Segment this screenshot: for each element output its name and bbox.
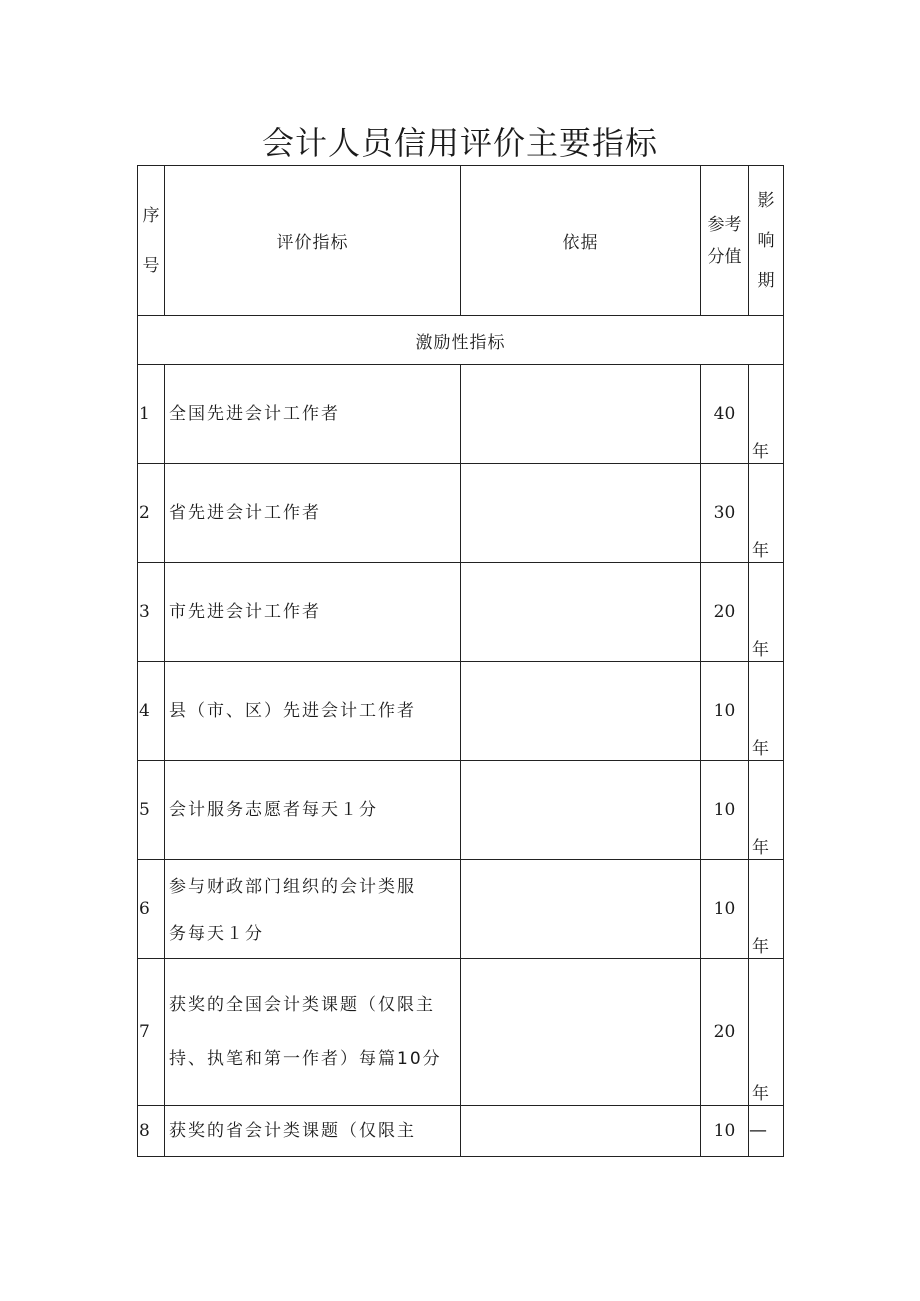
header-seq-line1: 序	[142, 205, 160, 226]
row-period: 年	[749, 662, 784, 761]
row-score: 20	[701, 563, 749, 662]
row-basis	[461, 464, 701, 563]
row-number: 6	[138, 860, 165, 959]
row-score: 20	[701, 959, 749, 1106]
row-indicator	[165, 365, 461, 464]
page-title: 会计人员信用评价主要指标	[261, 124, 658, 162]
header-period-line1: 影	[757, 190, 775, 211]
table-row	[138, 662, 784, 761]
row-indicator-line1: 市先进会计工作者	[169, 602, 321, 622]
row-indicator-line1: 全国先进会计工作者	[169, 404, 340, 424]
row-score: 10	[701, 860, 749, 959]
row-period: 年	[749, 959, 784, 1106]
row-period: —	[749, 1106, 784, 1157]
row-indicator	[165, 464, 461, 563]
header-score-line2: 分值	[707, 246, 742, 267]
row-indicator	[165, 662, 461, 761]
row-indicator	[165, 860, 461, 959]
row-basis	[461, 959, 701, 1106]
header-seq-line2: 号	[142, 255, 160, 276]
row-score: 10	[701, 761, 749, 860]
row-score: 10	[701, 662, 749, 761]
row-period: 年	[749, 365, 784, 464]
row-basis	[461, 1106, 701, 1157]
row-indicator-line1: 参与财政部门组织的会计类服	[169, 877, 416, 897]
row-number: 1	[138, 365, 165, 464]
row-indicator-line1: 获奖的省会计类课题（仅限主	[169, 1120, 416, 1141]
row-score: 10	[701, 1106, 749, 1157]
row-basis	[461, 761, 701, 860]
header-basis: 依据	[461, 166, 701, 316]
row-number: 5	[138, 761, 165, 860]
table-row	[138, 365, 784, 464]
table-header-row	[138, 166, 784, 316]
row-basis	[461, 365, 701, 464]
row-number: 4	[138, 662, 165, 761]
table-row	[138, 464, 784, 563]
row-period: 年	[749, 860, 784, 959]
row-number: 2	[138, 464, 165, 563]
row-period: 年	[749, 563, 784, 662]
row-indicator	[165, 761, 461, 860]
header-period	[749, 166, 784, 316]
row-indicator	[165, 1106, 461, 1157]
table-row	[138, 860, 784, 959]
row-indicator-line1: 会计服务志愿者每天１分	[169, 800, 378, 820]
table-row	[138, 1106, 784, 1157]
row-number: 3	[138, 563, 165, 662]
row-score: 30	[701, 464, 749, 563]
row-indicator-line1: 省先进会计工作者	[169, 503, 321, 523]
row-number: 7	[138, 959, 165, 1106]
header-score	[701, 166, 749, 316]
row-indicator-line1: 获奖的全国会计类课题（仅限主	[169, 995, 435, 1015]
table-row	[138, 959, 784, 1106]
header-period-line3: 期	[757, 270, 775, 291]
row-period: 年	[749, 761, 784, 860]
table-row	[138, 563, 784, 662]
section-row	[138, 316, 784, 365]
row-indicator-line2: 务每天１分	[169, 924, 264, 944]
row-indicator	[165, 563, 461, 662]
row-basis	[461, 662, 701, 761]
row-indicator-line2: 持、执笔和第一作者）每篇10分	[169, 1049, 442, 1069]
row-score: 40	[701, 365, 749, 464]
table-row	[138, 761, 784, 860]
row-period: 年	[749, 464, 784, 563]
row-number: 8	[138, 1106, 165, 1157]
row-basis	[461, 860, 701, 959]
row-basis	[461, 563, 701, 662]
section-title: 激励性指标	[138, 316, 784, 365]
header-seq	[138, 166, 165, 316]
header-score-line1: 参考	[707, 214, 742, 235]
indicator-table	[137, 165, 784, 1157]
header-period-line2: 响	[757, 230, 775, 251]
row-indicator	[165, 959, 461, 1106]
header-indicator: 评价指标	[165, 166, 461, 316]
row-indicator-line1: 县（市、区）先进会计工作者	[169, 701, 416, 721]
